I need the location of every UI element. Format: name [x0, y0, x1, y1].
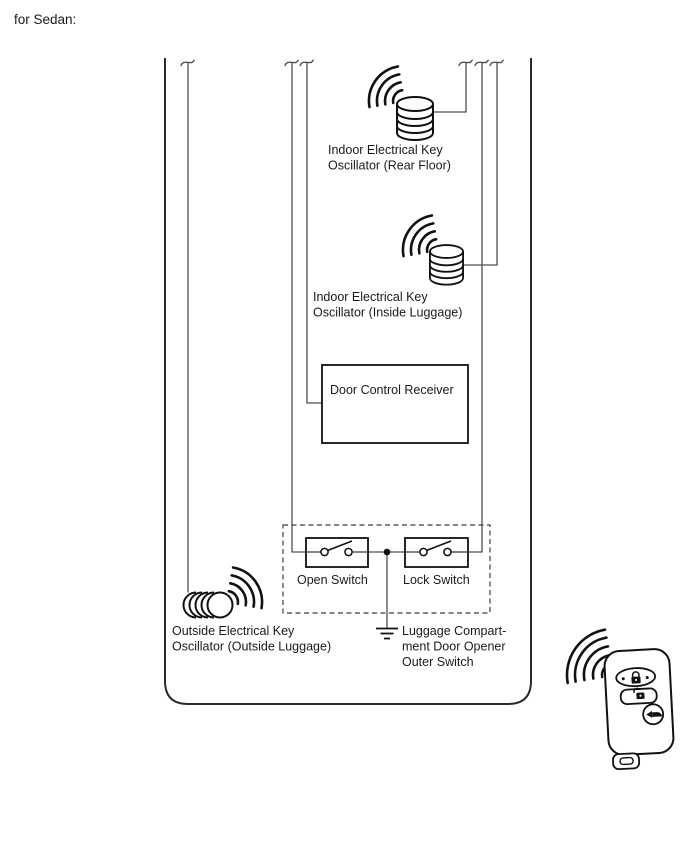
wireless-waves-icon	[369, 67, 402, 108]
label-luggage-opener-switch	[402, 624, 506, 669]
wire-inside-luggage-oscillator	[464, 63, 498, 266]
wire-lock-switch	[468, 63, 482, 553]
label-lock-switch: Lock Switch	[403, 573, 470, 587]
wire-end-curls	[181, 60, 503, 65]
door-control-receiver-box	[322, 365, 468, 443]
label-oscillator-outside-luggage	[172, 624, 331, 654]
svg-text:Indoor Electrical Key: Indoor Electrical Key	[328, 143, 443, 157]
page-caption: for Sedan:	[14, 12, 77, 27]
label-oscillator-rear-floor	[328, 143, 451, 173]
fob-keyring-slot	[620, 757, 633, 764]
lock-switch-symbol	[405, 538, 468, 567]
wire-junction-dot	[384, 549, 391, 556]
label-oscillator-inside-luggage	[313, 290, 462, 320]
key-oscillator-coil-horizontal-icon	[184, 593, 233, 618]
svg-text:Outside Electrical Key: Outside Electrical Key	[172, 624, 295, 638]
svg-text:Luggage Compart-: Luggage Compart-	[402, 624, 507, 638]
svg-text:Oscillator (Outside Luggage): Oscillator (Outside Luggage)	[172, 639, 332, 654]
wireless-waves-icon	[229, 568, 262, 609]
wire-rear-floor-oscillator	[433, 63, 466, 113]
svg-text:Oscillator (Rear Floor): Oscillator (Rear Floor)	[328, 158, 451, 173]
svg-text:ment Door Opener: ment Door Opener	[402, 639, 506, 654]
label-open-switch: Open Switch	[297, 573, 368, 587]
key-oscillator-coil-icon	[430, 245, 463, 285]
svg-text:Outer Switch: Outer Switch	[402, 655, 474, 669]
wire-door-control-receiver	[307, 63, 322, 404]
smart-key-fob-icon	[567, 630, 675, 770]
label-door-control-receiver: Door Control Receiver	[330, 383, 454, 397]
key-oscillator-coil-icon	[397, 97, 433, 140]
wire-open-switch	[292, 63, 306, 553]
svg-text:Oscillator (Inside Luggage): Oscillator (Inside Luggage)	[313, 305, 463, 320]
open-switch-symbol	[306, 538, 368, 567]
svg-text:Indoor Electrical Key: Indoor Electrical Key	[313, 290, 428, 304]
ground-icon	[376, 629, 398, 639]
